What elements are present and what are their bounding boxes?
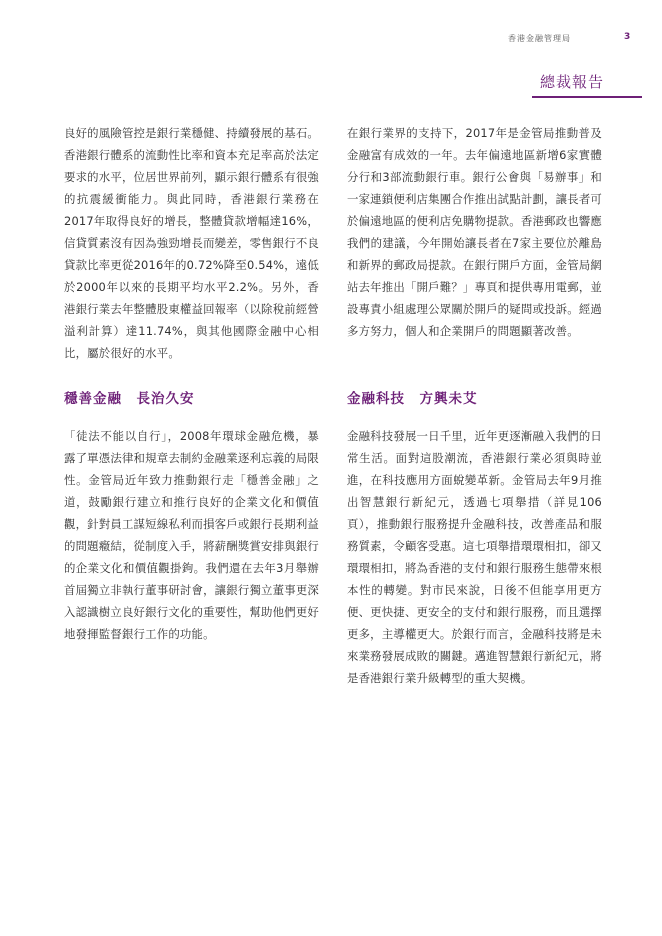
right-column-top [347,122,602,342]
paragraph-bank-culture: 「徒法不能以自行」，2008年環球金融危機，暴露了單憑法律和規章去制約金融業逐利忘義的局限性。金管局近年致力推動銀行走「穩善金融」之道，鼓勵銀行建立和推行良好的企業文化和價值觀，針對員工謀短線私利而損客戶或銀行長期利益的問題癥結，從制度入手，將薪酬獎賞安排與銀行的企業文化和價值觀掛鉤。我們還在去年3月舉辦首屆獨立非執行董事研討會，讓銀行獨立董事更深入認識樹立良好銀行文化的重要性，幫助他們更好地發揮監督銀行工作的功能。 [64,429,319,641]
page-number: 3 [624,32,631,42]
heading-sound-banking: 穩善金融 長治久安 [64,391,195,407]
left-column-heading [64,389,319,409]
heading-fintech: 金融科技 方興未艾 [347,391,478,407]
left-column-bottom [64,425,319,645]
paragraph-risk-management: 良好的風險管控是銀行業穩健、持續發展的基石。香港銀行體系的流動性比率和資本充足率高於法定要求的水平，位居世界前列，顯示銀行體系有很強的抗震緩衝能力。與此同時，香港銀行業務在2017年取得良好的增長，整體貸款增幅達16%，信貸質素沒有因為強勁增長而變差，零售銀行不良貸款比率更從2016年的0.72%降至0.54%，遠低於2000年以來的長期平均水平2.2%。另外，香港銀行業去年整體股東權益回報率（以除稅前經營溢利計算）達11.74%，與其他國際金融中心相比，屬於很好的水平。 [64,126,319,360]
header-rule [532,96,642,98]
header-organization: 香港金融管理局 [508,34,571,43]
left-column-top [64,122,319,364]
paragraph-financial-inclusion: 在銀行業界的支持下，2017年是金管局推動普及金融富有成效的一年。去年偏遠地區新增6家實體分行和3部流動銀行車。銀行公會與「易辦事」和一家連鎖便利店集團合作推出試點計劃，讓長者可於偏遠地區的便利店免購物提款。香港郵政也響應我們的建議，今年開始讓長者在7家主要位於離島和新界的郵政局提款。在銀行開戶方面，金管局網站去年推出「開戶難？」專頁和提供專用電郵，並設專責小組處理公眾關於開戶的疑問或投訴。經過多方努力，個人和企業開戶的問題顯著改善。 [347,126,602,338]
right-column-bottom [347,425,602,689]
paragraph-smart-banking: 金融科技發展一日千里，近年更逐漸融入我們的日常生活。面對這股潮流，香港銀行業必須與時並進，在科技應用方面蛻變革新。金管局去年9月推出智慧銀行新紀元，透過七項舉措（詳見106頁），推動銀行服務提升金融科技，改善產品和服務質素，令顧客受惠。這七項舉措環環相扣，卻又環環相扣，將為香港的支付和銀行服務生態帶來根本性的轉變。對市民來說，日後不但能享用更方便、更快捷、更安全的支付和銀行服務，而且選擇更多，主導權更大。於銀行而言，金融科技將是未來業務發展成敗的關鍵。邁進智慧銀行新紀元，將是香港銀行業升級轉型的重大契機。 [347,429,602,685]
right-column-heading [347,389,602,409]
section-title: 總裁報告 [539,73,604,91]
